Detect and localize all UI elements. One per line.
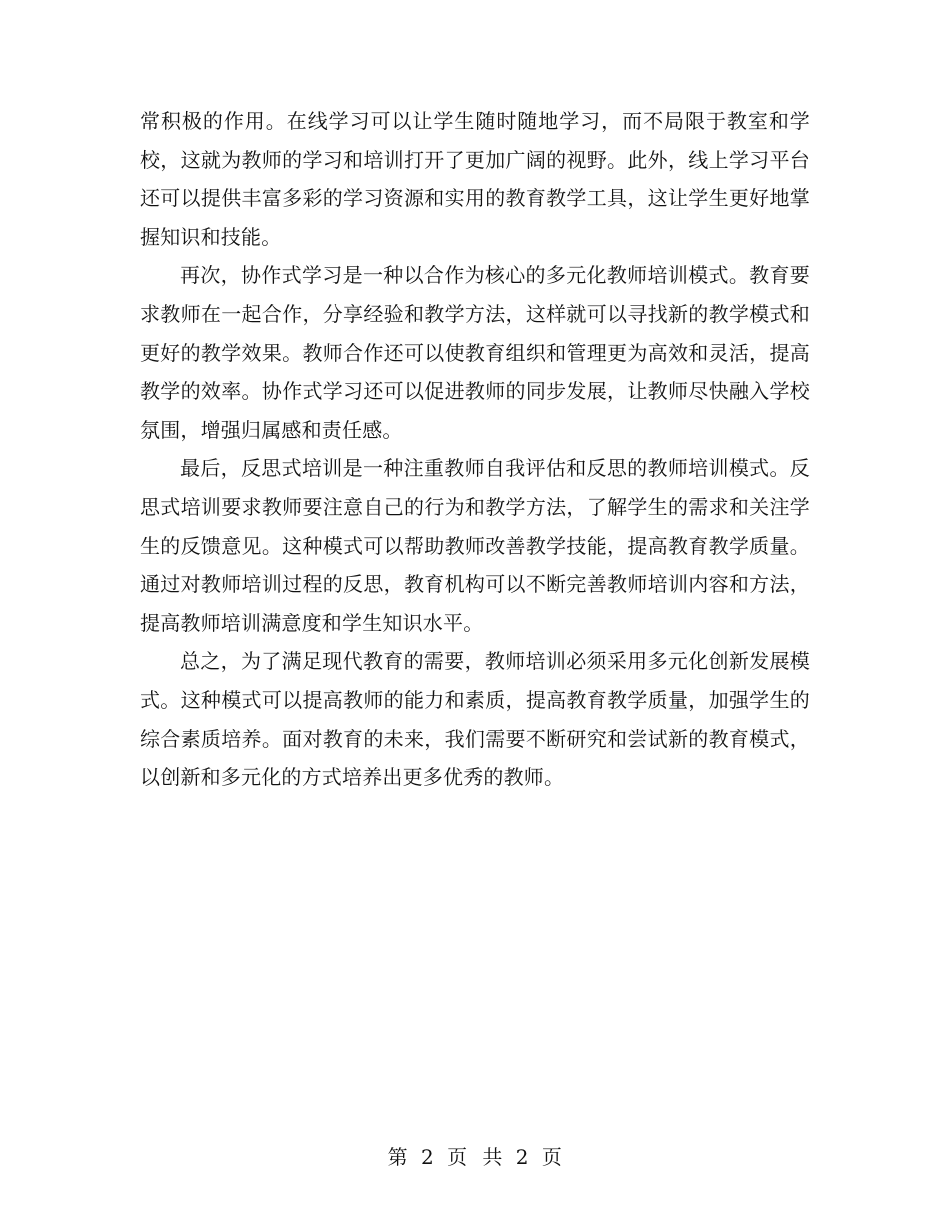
footer-total-pages: 2 <box>515 1145 530 1169</box>
paragraph-conclusion: 总之，为了满足现代教育的需要，教师培训必须采用多元化创新发展模式。这种模式可以提高教师的能力和素质，提高教育教学质量，加强学生的综合素质培养。面对教育的未来，我们需要不断研究和尝试新的教育模式，以创新和多元化的方式培养出更多优秀的教师。 <box>140 649 810 790</box>
footer-current-page: 2 <box>420 1145 435 1169</box>
document-body <box>140 102 810 797</box>
footer-page-unit: 页 <box>447 1145 468 1169</box>
paragraph-continued: 常积极的作用。在线学习可以让学生随时随地学习，而不局限于教室和学校，这就为教师的学习和培训打开了更加广阔的视野。此外，线上学习平台还可以提供丰富多彩的学习资源和实用的教育教学工具，这让学生更好地掌握知识和技能。 <box>140 109 810 249</box>
footer-total-unit: 页 <box>541 1145 563 1169</box>
footer-total-label: 共 <box>482 1145 503 1169</box>
footer-page-label: 第 <box>387 1145 409 1169</box>
page-footer <box>0 1143 950 1171</box>
paragraph-reflective-training: 最后，反思式培训是一种注重教师自我评估和反思的教师培训模式。反思式培训要求教师要注意自己的行为和教学方法，了解学生的需求和关注学生的反馈意见。这种模式可以帮助教师改善教学技能，提高教育教学质量。通过对教师培训过程的反思，教育机构可以不断完善教师培训内容和方法，提高教师培训满意度和学生知识水平。 <box>140 456 810 635</box>
paragraph-collaborative-learning: 再次，协作式学习是一种以合作为核心的多元化教师培训模式。教育要求教师在一起合作，分享经验和教学方法，这样就可以寻找新的教学模式和更好的教学效果。教师合作还可以使教育组织和管理更为高效和灵活，提高教学的效率。协作式学习还可以促进教师的同步发展，让教师尽快融入学校氛围，增强归属感和责任感。 <box>140 263 810 442</box>
